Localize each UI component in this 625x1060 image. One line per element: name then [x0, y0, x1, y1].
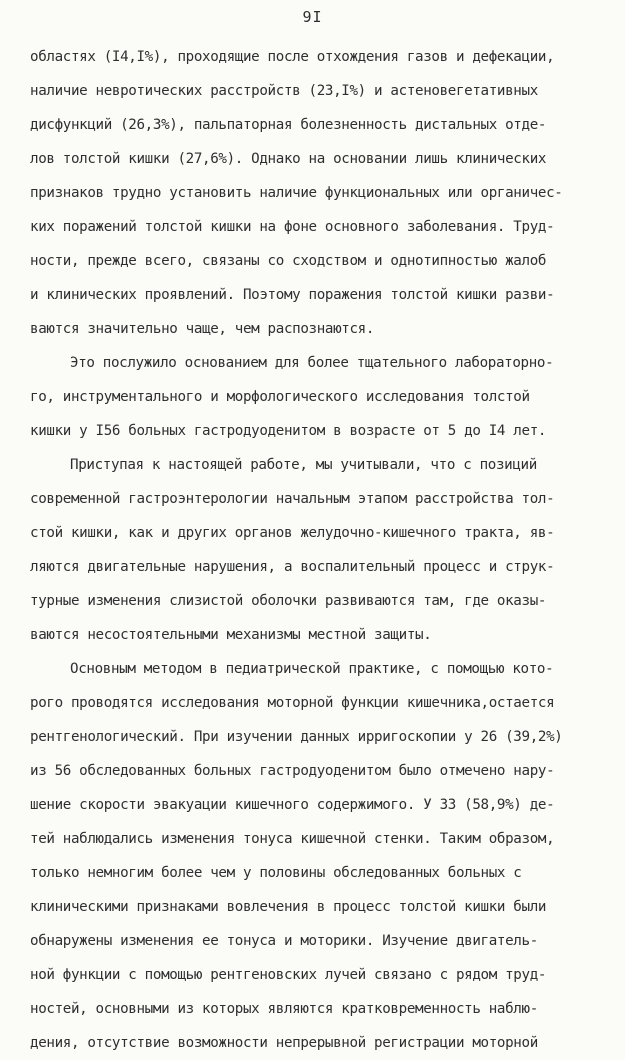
text-line: дисфункций (26,3%), пальпаторная болезненность дистальных отде-: [30, 117, 547, 133]
text-line: ваются несостоятельными механизмы местной защиты.: [30, 627, 432, 643]
text-line: шение скорости эвакуации кишечного содержимого. У 33 (58,9%) де-: [30, 797, 555, 813]
text-line: и клинических проявлений. Поэтому поражения толстой кишки разви-: [30, 287, 555, 303]
text-line: го, инструментального и морфологического исследования толстой: [30, 389, 530, 405]
page-number: 9I: [302, 8, 323, 26]
text-line: стой кишки, как и других органов желудочно-кишечного тракта, яв-: [30, 525, 555, 541]
text-line: кишки у I56 больных гастродуоденитом в возрасте от 5 до I4 лет.: [30, 423, 547, 439]
text-line: ностей, основными из которых являются кратковременность наблю-: [30, 1001, 538, 1017]
text-line: ной функции с помощью рентгеновских лучей связано с рядом труд-: [30, 967, 547, 983]
text-line: обнаружены изменения ее тонуса и моторики. Изучение двигатель-: [30, 933, 538, 949]
text-line: рого проводятся исследования моторной функции кишечника,остается: [30, 695, 555, 711]
text-line: современной гастроэнтерологии начальным этапом расстройства тол-: [30, 491, 555, 507]
text-line: турные изменения слизистой оболочки развиваются там, где оказы-: [30, 593, 547, 609]
text-line: ваются значительно чаще, чем распознаются.: [30, 321, 375, 337]
text-line: из 56 обследованных больных гастродуоденитом было отмечено нару-: [30, 763, 555, 779]
paragraph-first-line: Основным методом в педиатрической практике, с помощью кото-: [70, 661, 554, 677]
text-line: клиническими признаками вовлечения в процесс толстой кишки были: [30, 899, 547, 915]
body-text: [30, 40, 595, 1060]
paragraph-first-line: Приступая к настоящей работе, мы учитывали, что с позиций: [70, 457, 537, 473]
text-line: дения, отсутствие возможности непрерывной регистрации моторной: [30, 1035, 538, 1051]
text-line: ляются двигательные нарушения, а воспалительный процесс и струк-: [30, 559, 555, 575]
text-line: областях (I4,I%), проходящие после отхождения газов и дефекации,: [30, 49, 555, 65]
text-line: признаков трудно установить наличие функциональных или органичес-: [30, 185, 563, 201]
text-line: наличие невротических расстройств (23,I%) и астеновегетативных: [30, 83, 538, 99]
text-line: лов толстой кишки (27,6%). Однако на основании лишь клинических: [30, 151, 547, 167]
text-line: ности, прежде всего, связаны со сходством и однотипностью жалоб: [30, 253, 547, 269]
text-line: только немногим более чем у половины обследованных больных с: [30, 865, 522, 881]
text-line: рентгенологический. При изучении данных ирригоскопии у 26 (39,2%): [30, 729, 563, 745]
text-line: ких поражений толстой кишки на фоне основного заболевания. Труд-: [30, 219, 555, 235]
text-line: тей наблюдались изменения тонуса кишечной стенки. Таким образом,: [30, 831, 555, 847]
paragraph-first-line: Это послужило основанием для более тщательного лабораторно-: [70, 355, 554, 371]
